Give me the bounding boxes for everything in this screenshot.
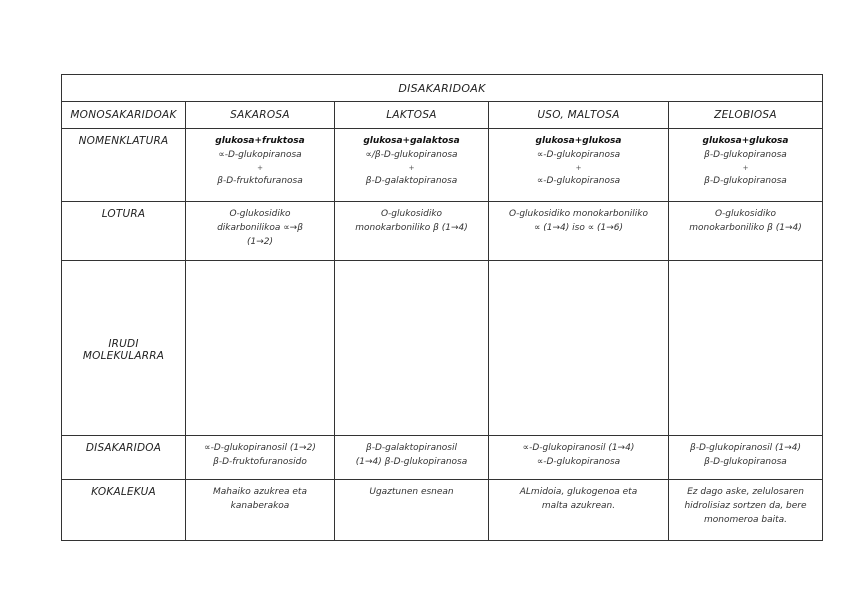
location-text: malta azukrean.: [541, 501, 616, 511]
bond-text: O-glukosidiko: [229, 209, 291, 219]
plus-sign: +: [742, 164, 749, 172]
lotura-cell-laktosa: [335, 202, 489, 261]
systematic-name: ∝-D-glukopiranosil (1→4): [522, 443, 635, 453]
kokalekua-cell-sakarosa: [186, 480, 335, 541]
kokalekua-cell-maltosa: [489, 480, 669, 541]
bond-text: O-glukosidiko: [714, 209, 777, 219]
irudi-cell-sakarosa: [186, 261, 335, 436]
lotura-cell-sakarosa: [186, 202, 335, 261]
bond-text: ∝ (1→4) iso ∝ (1→6): [533, 223, 624, 233]
nomenklatura-cell-sakarosa: [186, 129, 335, 202]
nomenklatura-row: [62, 129, 823, 202]
kokalekua-cell-laktosa: [335, 480, 489, 541]
nomenklatura-cell-zelobiosa: [669, 129, 823, 202]
systematic-name: β-D-glukopiranosil (1→4): [689, 443, 801, 453]
monomer-1: ∝/β-D-glukopiranosa: [365, 150, 458, 160]
monomer-1: β-D-glukopiranosa: [704, 150, 787, 160]
disakaridoa-cell-zelobiosa: [669, 436, 823, 480]
table-title-row: [62, 75, 823, 102]
disaccharides-table: [61, 74, 823, 541]
kokalekua-row: [62, 480, 823, 541]
row-label-kokalekua: KOKALEKUA: [62, 480, 186, 541]
row-label-lotura: LOTURA: [62, 202, 186, 261]
irudi-molekularra-row: [62, 261, 823, 436]
location-text: ALmidoia, glukogenoa eta: [519, 487, 638, 497]
header-row: [62, 102, 823, 129]
composition-name: glukosa+glukosa: [702, 136, 789, 146]
plus-sign: +: [408, 164, 415, 172]
systematic-name: β-D-fruktofuranosido: [213, 457, 307, 467]
disakaridoa-cell-maltosa: [489, 436, 669, 480]
table-title: DISAKARIDOAK: [62, 75, 823, 102]
lotura-cell-zelobiosa: [669, 202, 823, 261]
monomer-1: ∝-D-glukopiranosa: [218, 150, 302, 160]
location-text: kanaberakoa: [230, 501, 290, 511]
disakaridoa-row: [62, 436, 823, 480]
disakaridoa-cell-sakarosa: [186, 436, 335, 480]
location-text: monomeroa baita.: [703, 515, 787, 525]
location-text: Ugaztunen esnean: [369, 487, 454, 497]
nomenklatura-cell-laktosa: [335, 129, 489, 202]
monomer-2: β-D-fruktofuranosa: [217, 176, 303, 186]
bond-text: O-glukosidiko monokarboniliko: [508, 209, 648, 219]
lotura-row: [62, 202, 823, 261]
row-label-disakaridoa: DISAKARIDOA: [62, 436, 186, 480]
irudi-cell-maltosa: [489, 261, 669, 436]
row-label-line-2: MOLEKULARRA: [82, 350, 165, 362]
location-text: Ez dago aske, zelulosaren: [687, 487, 804, 497]
monomer-2: ∝-D-glukopiranosa: [536, 176, 621, 186]
systematic-name: β-D-galaktopiranosil: [366, 443, 457, 453]
monomer-2: β-D-galaktopiranosa: [365, 176, 458, 186]
row-label-nomenklatura: NOMENKLATURA: [62, 129, 186, 202]
bond-text: dikarbonilikoa ∝→β: [217, 223, 303, 233]
header-maltosa: USO, MALTOSA: [489, 102, 669, 129]
bond-text: monokarboniliko β (1→4): [689, 223, 802, 233]
location-text: hidrolisiaz sortzen da, bere: [684, 501, 807, 511]
systematic-name: ∝-D-glukopiranosa: [536, 457, 621, 467]
systematic-name: β-D-glukopiranosa: [704, 457, 787, 467]
plus-sign: +: [257, 164, 263, 172]
plus-sign: +: [575, 164, 582, 172]
lotura-cell-maltosa: [489, 202, 669, 261]
bond-text: (1→2): [246, 237, 273, 247]
nomenklatura-cell-maltosa: [489, 129, 669, 202]
bond-text: O-glukosidiko: [380, 209, 443, 219]
header-laktosa: LAKTOSA: [335, 102, 489, 129]
systematic-name: ∝-D-glukopiranosil (1→2): [204, 443, 316, 453]
composition-name: glukosa+fruktosa: [215, 136, 305, 146]
header-monosakaridoak: MONOSAKARIDOAK: [62, 102, 186, 129]
disakaridoa-cell-laktosa: [335, 436, 489, 480]
row-label-line-1: IRUDI: [108, 338, 139, 350]
monomer-1: ∝-D-glukopiranosa: [536, 150, 621, 160]
systematic-name: (1→4) β-D-glukopiranosa: [355, 457, 468, 467]
row-label-irudi-molekularra: [62, 261, 186, 436]
bond-text: monokarboniliko β (1→4): [355, 223, 468, 233]
kokalekua-cell-zelobiosa: [669, 480, 823, 541]
location-text: Mahaiko azukrea eta: [213, 487, 307, 497]
composition-name: glukosa+glukosa: [535, 136, 622, 146]
monomer-2: β-D-glukopiranosa: [704, 176, 787, 186]
composition-name: glukosa+galaktosa: [363, 136, 460, 146]
header-zelobiosa: ZELOBIOSA: [669, 102, 823, 129]
irudi-cell-laktosa: [335, 261, 489, 436]
irudi-cell-zelobiosa: [669, 261, 823, 436]
header-sakarosa: SAKAROSA: [186, 102, 335, 129]
